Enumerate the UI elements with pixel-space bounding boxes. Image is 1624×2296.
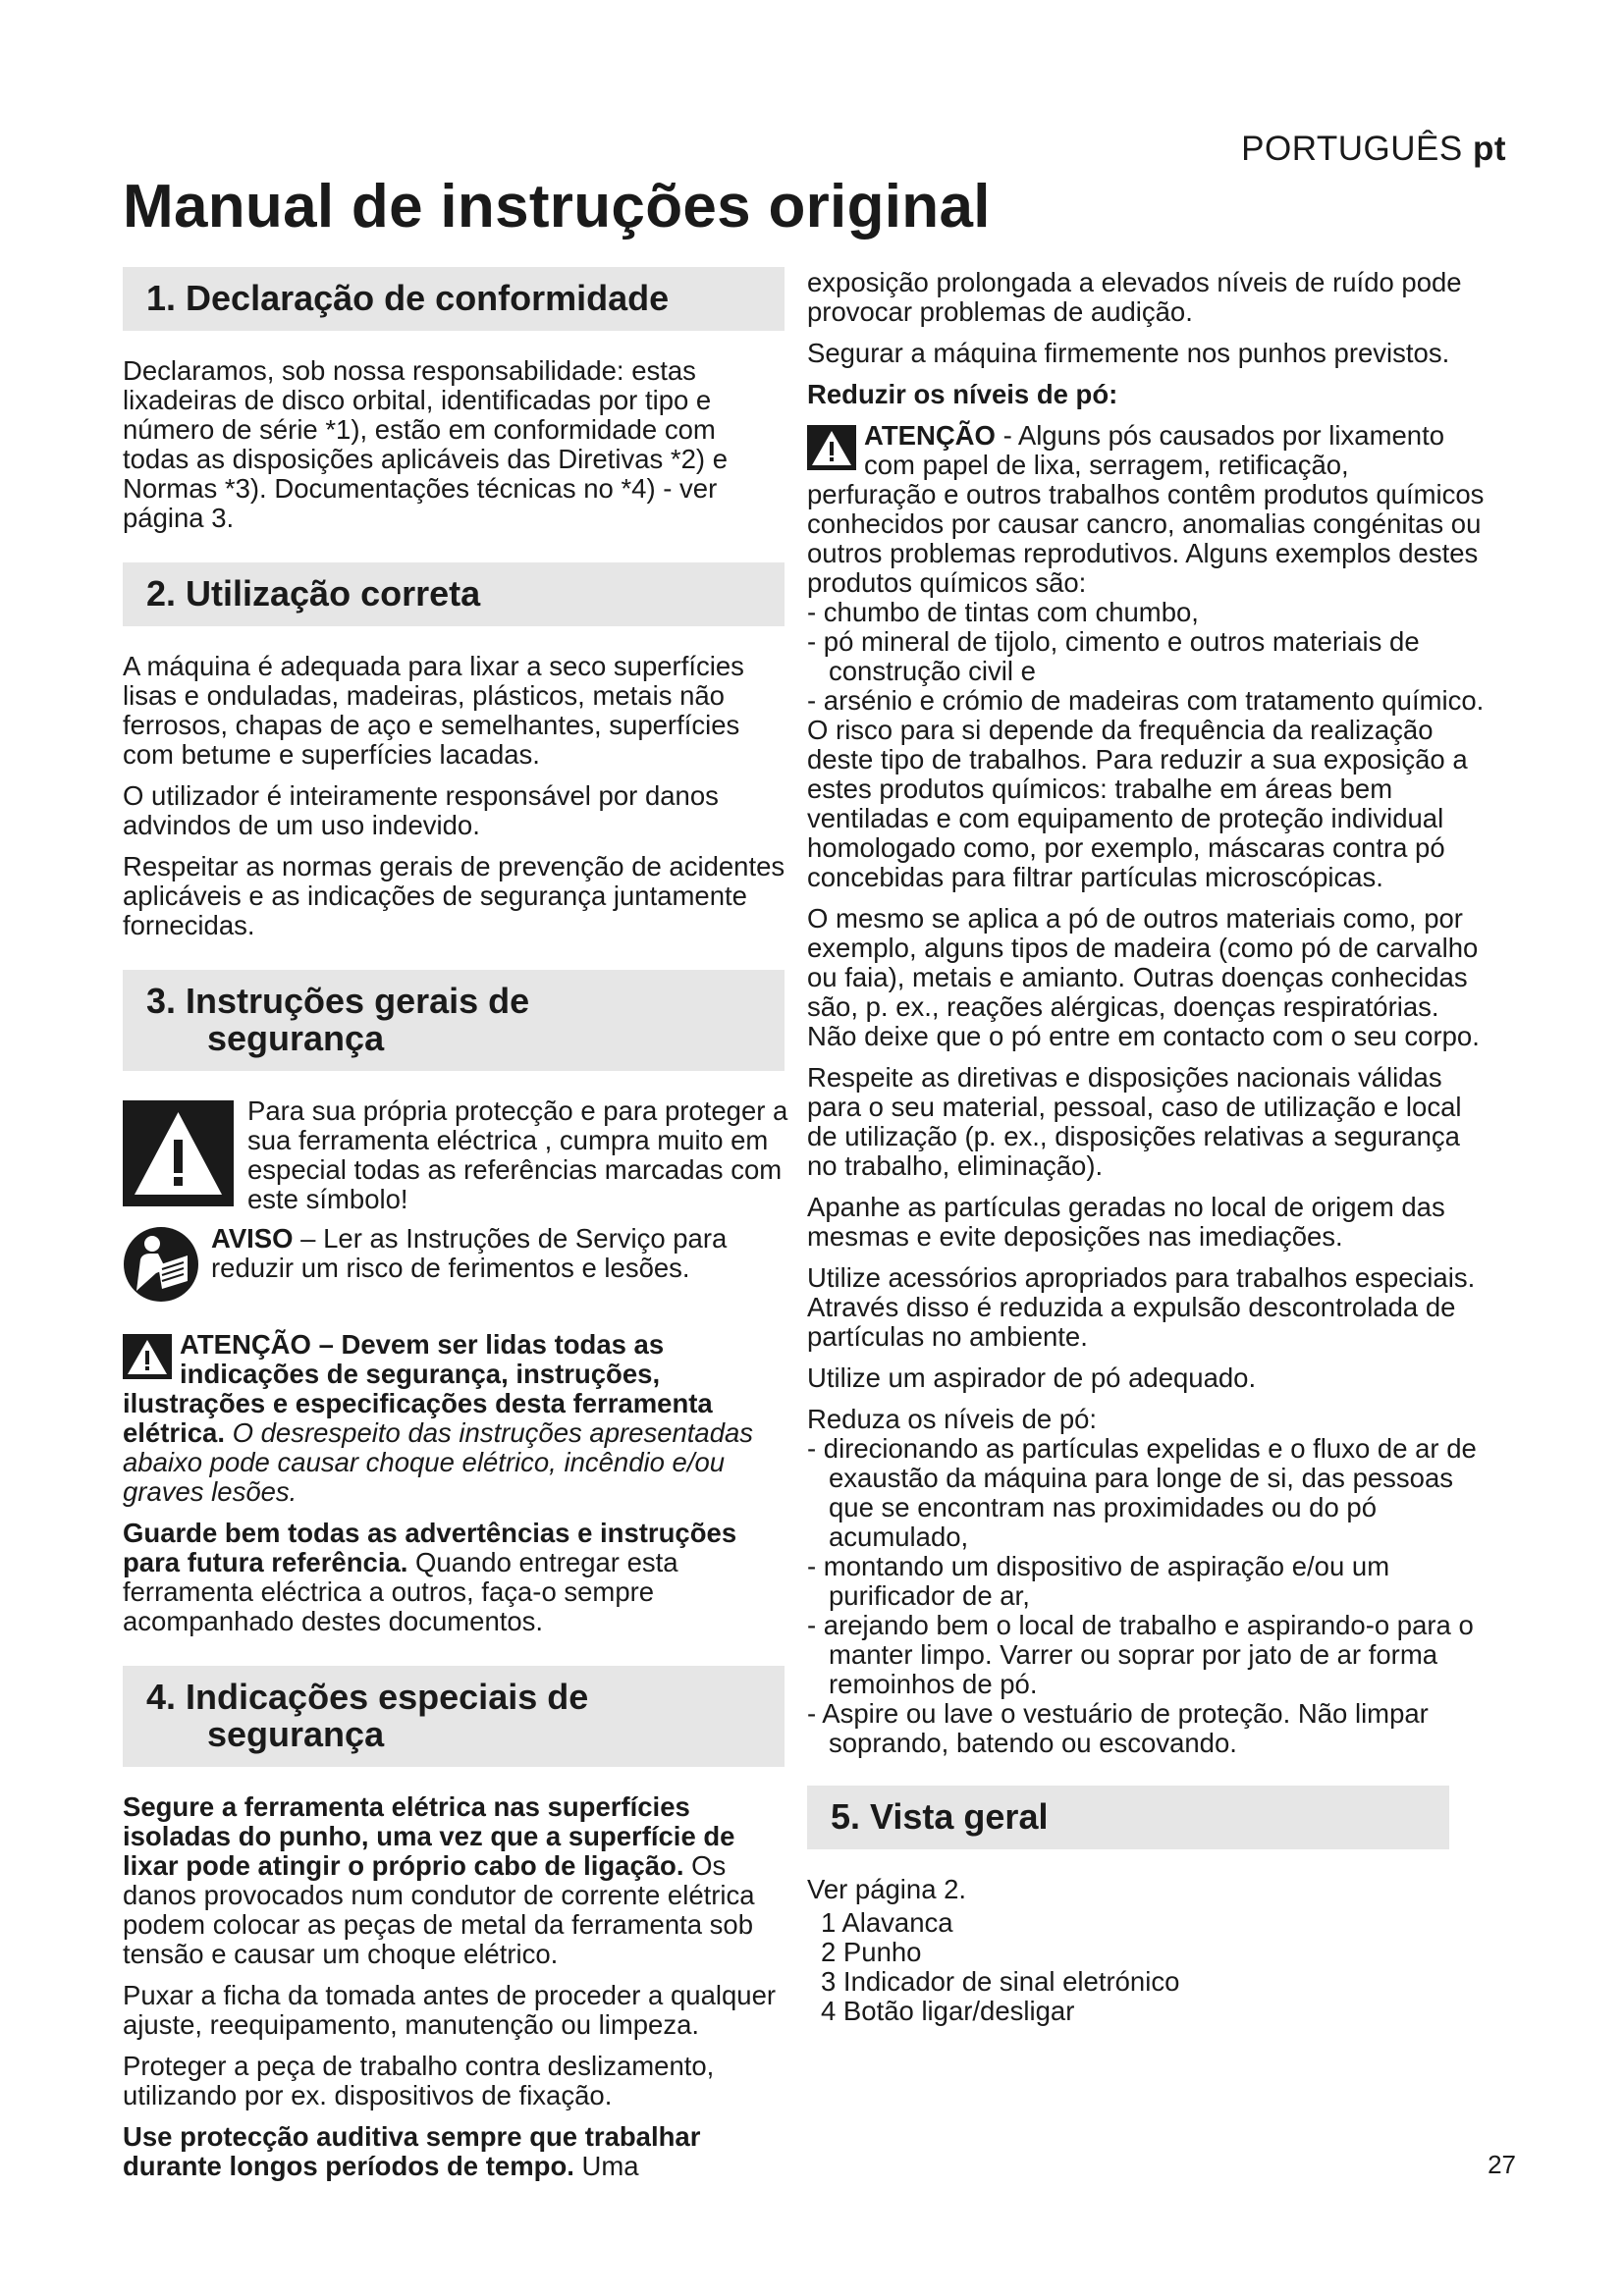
aviso-label: AVISO xyxy=(211,1223,294,1254)
atencao-bold-text: ATENÇÃO – Devem ser lidas todas as indicações de segurança, instruções, ilustrações e especificações desta ferramenta elétrica. xyxy=(123,1329,713,1448)
hold-machine-paragraph: Segurar a máquina firmemente nos punhos previstos. xyxy=(807,338,1450,368)
hearing-continuation-paragraph: exposição prolongada a elevados níveis de ruído pode provocar problemas de audição. xyxy=(807,267,1462,327)
list-item: - arsénio e crómio de madeiras com tratamento químico. xyxy=(807,685,1485,716)
section-heading-4-line1: 4. Indicações especiais de xyxy=(146,1677,589,1717)
list-item: 4 Botão ligar/desligar xyxy=(821,1996,1075,2026)
dust-atencao-text: - Alguns pós causados por lixamento com papel de lixa, serragem, retificação, perfuração e outros trabalhos contêm produtos químicos conhecidos por causar cancro, anomalias congénitas ou outros problemas reprodutivos. Alguns exemplos destes produtos químicos são: xyxy=(807,420,1485,598)
guarde-paragraph xyxy=(123,1519,788,1636)
list-item: 3 Indicador de sinal eletrónico xyxy=(821,1966,1180,1997)
unplug-paragraph: Puxar a ficha da tomada antes de proceder a qualquer ajuste, reequipamento, manutenção ou limpeza. xyxy=(123,1980,777,2040)
insulated-grip-bold: Segure a ferramenta elétrica nas superfícies isoladas do punho, uma vez que a superfície de lixar pode atingir o próprio cabo de ligação. xyxy=(123,1791,735,1881)
aviso-block xyxy=(123,1224,788,1308)
intended-use-paragraph: A máquina é adequada para lixar a seco superfícies lisas e onduladas, madeiras, plásticos, metais não ferrosos, chapas de aço e semelhantes, superfícies com betume e superfícies lacadas. xyxy=(123,651,744,770)
guarde-bold-text: Guarde bem todas as advertências e instruções para futura referência. xyxy=(123,1518,737,1577)
declaration-paragraph: Declaramos, sob nossa responsabilidade: estas lixadeiras de disco orbital, identificadas por tipo e número de série *1), estão em conformidade com todas as disposições aplicáveis das Diretivas *2) e Normas *3). Documentações técnicas no *4) - ver página 3. xyxy=(123,355,728,533)
right-column xyxy=(807,268,1485,2026)
section-heading-3-line1: 3. Instruções gerais de xyxy=(146,981,530,1021)
warning-triangle-icon xyxy=(123,1334,172,1379)
aviso-text: – Ler as Instruções de Serviço para reduzir um risco de ferimentos e lesões. xyxy=(211,1223,728,1283)
list-item: - chumbo de tintas com chumbo, xyxy=(807,597,1199,627)
language-name: PORTUGUÊS xyxy=(1241,130,1463,168)
section-heading-3-line2: segurança xyxy=(207,1018,385,1058)
workpiece-paragraph: Proteger a peça de trabalho contra deslizamento, utilizando por ex. dispositivos de fixação. xyxy=(123,2051,715,2110)
general-warning-block xyxy=(123,1096,788,1214)
section-heading-5: 5. Vista geral xyxy=(807,1786,1449,1849)
section-heading-4-line2: segurança xyxy=(207,1714,385,1754)
hearing-text: Uma xyxy=(573,2151,639,2181)
page-number: 27 xyxy=(1488,2150,1516,2179)
reduce-dust-intro: Reduza os níveis de pó: xyxy=(807,1404,1098,1434)
atencao-paragraph xyxy=(123,1330,788,1507)
collect-particles-paragraph: Apanhe as partículas geradas no local de origem das mesmas e evite deposições nas imediações. xyxy=(807,1192,1445,1252)
page-title: Manual de instruções original xyxy=(123,173,991,240)
chemicals-list xyxy=(807,598,1485,716)
atencao-italic-text: O desrespeito das instruções apresentadas abaixo pode causar choque elétrico, incêndio e/ou graves lesões. xyxy=(123,1417,754,1507)
responsibility-paragraph: O utilizador é inteiramente responsável por danos advindos de um uso indevido. xyxy=(123,780,719,840)
risk-paragraph: O risco para si depende da frequência da realização deste tipo de trabalhos. Para reduzir a sua exposição a estes produtos químicos: trabalhe em áreas bem ventiladas e com equipamento de proteção individual homologado como, por exemplo, máscaras contra pó concebidas para filtrar partículas microscópicas. xyxy=(807,715,1468,892)
overview-list xyxy=(807,1908,1485,2026)
dust-atencao-paragraph xyxy=(807,421,1485,598)
insulated-grip-paragraph xyxy=(123,1792,788,1969)
read-manual-icon xyxy=(123,1226,199,1308)
overview-intro: Ver página 2. xyxy=(807,1874,967,1904)
other-materials-paragraph: O mesmo se aplica a pó de outros materiais como, por exemplo, alguns tipos de madeira (como pó de carvalho ou faia), metais e amianto. Outras doenças conhecidas são, p. ex., reações alérgicas, doenças respiratórias. Não deixe que o pó entre em contacto com o seu corpo. xyxy=(807,903,1480,1051)
dust-subheading: Reduzir os níveis de pó: xyxy=(807,379,1118,409)
list-item: 2 Punho xyxy=(821,1937,922,1967)
vacuum-paragraph: Utilize um aspirador de pó adequado. xyxy=(807,1362,1257,1393)
reduce-dust-list xyxy=(807,1434,1485,1758)
hearing-paragraph xyxy=(123,2122,788,2181)
list-item: - arejando bem o local de trabalho e aspirando-o para o manter limpo. Varrer ou soprar por jato de ar forma remoinhos de pó. xyxy=(807,1610,1474,1699)
section-heading-4 xyxy=(123,1666,785,1767)
warning-triangle-icon xyxy=(123,1100,234,1206)
left-column xyxy=(123,267,788,2193)
accident-prevention-paragraph: Respeitar as normas gerais de prevenção de acidentes aplicáveis e as indicações de segurança juntamente fornecidas. xyxy=(123,851,785,940)
list-item: - Aspire ou lave o vestuário de proteção. Não limpar soprando, batendo ou escovando. xyxy=(807,1698,1429,1758)
list-item: 1 Alavanca xyxy=(821,1907,953,1938)
language-code: pt xyxy=(1472,130,1506,168)
list-item: - montando um dispositivo de aspiração e/ou um purificador de ar, xyxy=(807,1551,1390,1611)
guarde-text: Quando entregar esta ferramenta eléctrica a outros, faça-o sempre acompanhado destes documentos. xyxy=(123,1547,678,1636)
section-heading-1: 1. Declaração de conformidade xyxy=(123,267,785,331)
section-heading-3 xyxy=(123,970,785,1071)
section-heading-2: 2. Utilização correta xyxy=(123,562,785,626)
insulated-grip-text: Os danos provocados num condutor de corrente elétrica podem colocar as peças de metal da ferramenta sob tensão e causar um choque elétrico. xyxy=(123,1850,755,1969)
language-label xyxy=(1241,130,1506,169)
general-warning-text: Para sua própria protecção e para proteger a sua ferramenta eléctrica , cumpra muito em especial todas as referências marcadas com este símbolo! xyxy=(247,1095,788,1214)
list-item: - pó mineral de tijolo, cimento e outros materiais de construção civil e xyxy=(807,626,1420,686)
list-item: - direcionando as partículas expelidas e o fluxo de ar de exaustão da máquina para longe de si, das pessoas que se encontram nas proximidades ou do pó acumulado, xyxy=(807,1433,1477,1552)
regulations-paragraph: Respeite as diretivas e disposições nacionais válidas para o seu material, pessoal, caso de utilização e local de utilização (p. ex., disposições relativas a segurança no trabalho, eliminação). xyxy=(807,1062,1462,1181)
warning-triangle-icon xyxy=(807,425,856,470)
accessories-paragraph: Utilize acessórios apropriados para trabalhos especiais. Através disso é reduzida a expulsão descontrolada de partículas no ambiente. xyxy=(807,1262,1476,1352)
hearing-bold: Use protecção auditiva sempre que trabalhar durante longos períodos de tempo. xyxy=(123,2121,701,2181)
dust-atencao-label: ATENÇÃO xyxy=(864,420,996,451)
